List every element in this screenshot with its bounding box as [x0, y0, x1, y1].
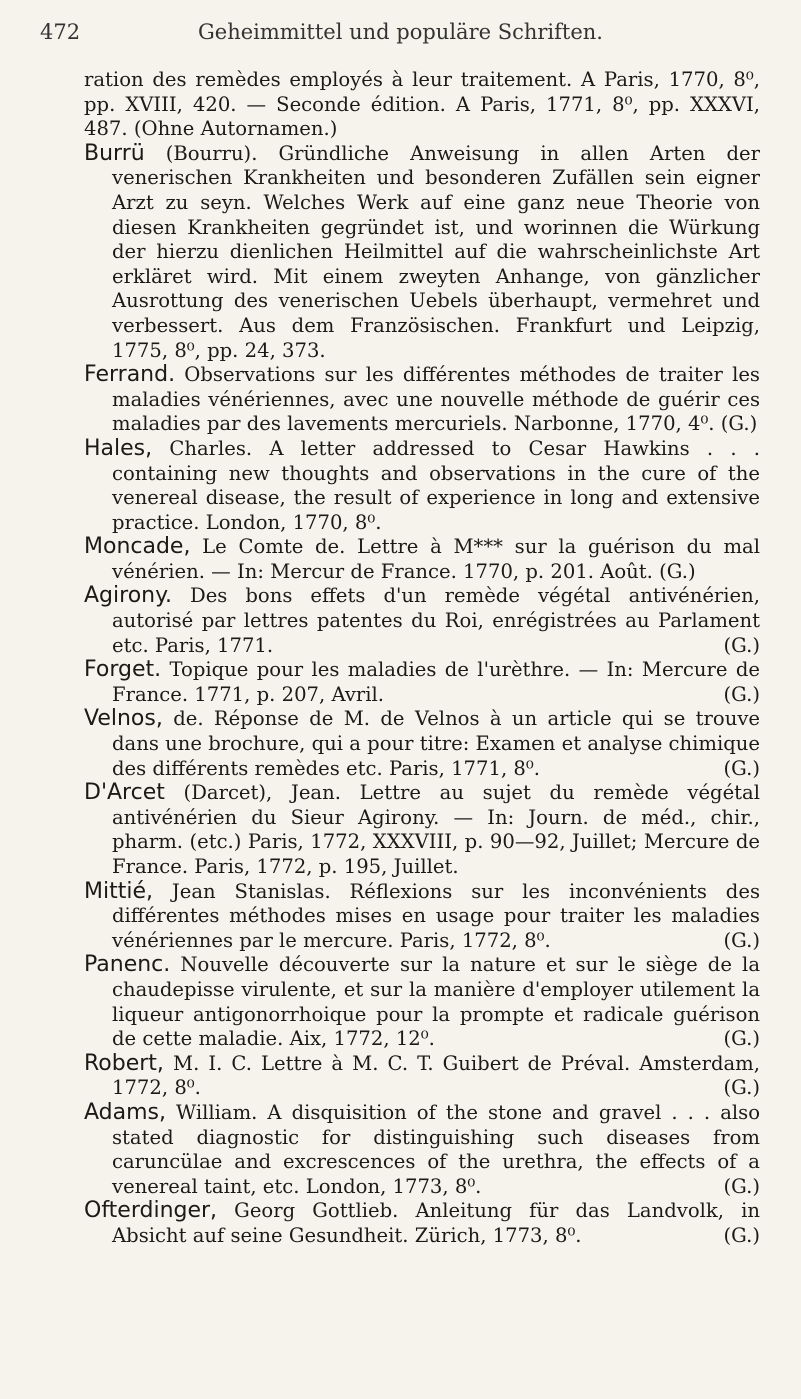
entry-source-note: (G.) — [723, 1076, 760, 1100]
entry-headword: Burrü — [84, 140, 145, 166]
entry-headword: Mittié, — [84, 878, 153, 904]
bibliography-entry — [84, 437, 760, 535]
entry-text: Jean Stanislas. Réflexions sur les inconvénients des différentes méthodes mises en usage pour traiter les maladies vénériennes par le mercure. Paris, 1772, 8⁰. — [112, 879, 760, 952]
page-header — [40, 20, 761, 44]
entry-source-note: (G.) — [723, 1174, 760, 1198]
bibliography-entry — [84, 658, 760, 707]
bibliography-list — [84, 68, 760, 1249]
entry-headword: Robert, — [84, 1050, 164, 1076]
entry-headword: Velnos, — [84, 706, 163, 732]
entry-text: Le Comte de. Lettre à M*** sur la guérison du mal vénérien. — In: Mercur de France. 1770, p. 201. Août. (G.) — [112, 535, 760, 583]
entry-text: Nouvelle découverte sur la nature et sur le siège de la chaudepisse virulente, et sur la manière d'employer utilement la liqueur antigonorrhoique pour la prompte et radicale guérison de cette maladie. Aix, 1772, 12⁰. — [112, 953, 760, 1051]
entry-text: Topique pour les maladies de l'urèthre. — In: Mercure de France. 1771, p. 207, Avril. — [112, 658, 760, 706]
entry-text: Observations sur les différentes méthodes de traiter les maladies vénériennes, avec une nouvelle méthode de guérir ces maladies par des lavements mercuriels. Narbonne, 1770, 4⁰. (G.) — [112, 363, 760, 436]
entry-source-note: (G.) — [723, 682, 760, 706]
bibliography-entry — [84, 1101, 760, 1199]
bibliography-entry — [84, 781, 760, 879]
entry-headword: D'Arcet — [84, 780, 165, 806]
entry-headword: Agirony. — [84, 583, 172, 609]
running-title: Geheimmittel und populäre Schriften. — [198, 20, 603, 44]
entry-text: Charles. A letter addressed to Cesar Hawkins . . . containing new thoughts and observations in the cure of the venereal disease, the result of experience in long and extensive practice. London, 1770, 8⁰. — [112, 436, 760, 534]
entry-headword: Panenc. — [84, 952, 171, 978]
entry-source-note: (G.) — [723, 928, 760, 952]
entry-text: de. Réponse de M. de Velnos à un article qui se trouve dans une brochure, qui a pour titre: Examen et analyse chimique des différents remèdes etc. Paris, 1771, 8⁰. — [112, 707, 760, 780]
bibliography-entry — [84, 584, 760, 658]
bibliography-entry — [84, 142, 760, 363]
page-number: 472 — [40, 20, 81, 44]
entry-text: (Darcet), Jean. Lettre au sujet du remède végétal antivénérien du Sieur Agirony. — In: Journ. de méd., chir., pharm. (etc.) Paris, 1772, XXXVIII, p. 90—92, Juillet; Mercure de France. Paris, 1772, p. 195, Juillet. — [112, 781, 760, 878]
entry-text: (Bourru). Gründliche Anweisung in allen Arten der venerischen Krankheiten und besonderen Zufällen sein eigner Arzt zu seyn. Welches Werk auf eine ganz neue Theorie von diesen Krankheiten gegründet ist, und worinnen die Würkung der hierzu dienlichen Heilmittel auf die wahrscheinlichste Art erkläret wird. Mit einem zweyten Anhange, von gänzlicher Ausrottung des venerischen Uebels überhaupt, vermehret und verbessert. Aus dem Französischen. Frankfurt und Leipzig, 1775, 8⁰, pp. 24, 373. — [112, 141, 760, 362]
entry-text: William. A disquisition of the stone and gravel . . . also stated diagnostic for distinguishing such diseases from caruncülae and excrescences of the urethra, the effects of a venereal taint, etc. London, 1773, 8⁰. — [112, 1100, 760, 1198]
entry-text: M. I. C. Lettre à M. C. T. Guibert de Préval. Amsterdam, 1772, 8⁰. — [112, 1051, 760, 1100]
bibliography-entry — [84, 953, 760, 1051]
bibliography-entry — [84, 1052, 760, 1101]
entry-source-note: (G.) — [723, 1027, 760, 1051]
entry-headword: Adams, — [84, 1099, 166, 1125]
bibliography-entry — [84, 880, 760, 954]
entry-text: ration des remèdes employés à leur traitement. A Paris, 1770, 8⁰, pp. XVIII, 420. — Seconde édition. A Paris, 1771, 8⁰, pp. XXXVI, 487. (Ohne Autornamen.) — [84, 68, 760, 141]
entry-source-note: (G.) — [723, 1223, 760, 1247]
entry-headword: Forget. — [84, 657, 162, 683]
entry-text: Des bons effets d'un remède végétal antivénérien, autorisé par lettres patentes du Roi, enrégistrées au Parlament etc. Paris, 1771. — [112, 584, 760, 657]
bibliography-entry — [84, 1199, 760, 1248]
entry-headword: Ofterdinger, — [84, 1198, 218, 1224]
entry-headword: Moncade, — [84, 534, 191, 560]
bibliography-entry — [84, 707, 760, 781]
entry-source-note: (G.) — [723, 756, 760, 780]
bibliography-entry — [84, 68, 760, 142]
entry-headword: Ferrand. — [84, 362, 176, 388]
entry-headword: Hales, — [84, 435, 153, 461]
bibliography-entry — [84, 535, 760, 584]
entry-text: Georg Gottlieb. Anleitung für das Landvolk, in Absicht auf seine Gesundheit. Zürich, 1773, 8⁰. — [112, 1199, 760, 1247]
entry-source-note: (G.) — [723, 633, 760, 657]
bibliography-entry — [84, 363, 760, 437]
